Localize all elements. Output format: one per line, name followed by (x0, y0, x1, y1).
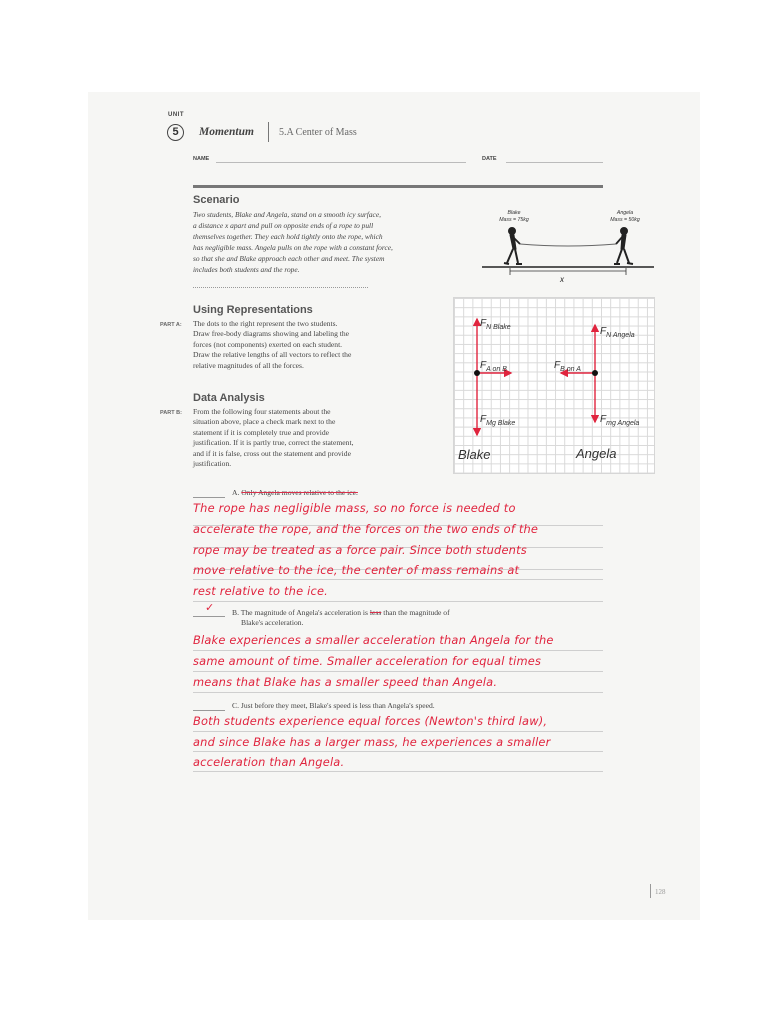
name-label: NAME (193, 156, 210, 162)
scenario-text: Two students, Blake and Angela, stand on a smooth icy surface, a distance x apart and pull on opposite ends of a rope to pull themselves together. They each hold tightly onto the rope, which has negligible mass. Angela pulls on the rope with a constant force, so that she and Blake approach each other and meet. The system includes both students and the rope. (193, 210, 393, 274)
answer-a-line-5: rest relative to the ice. (193, 584, 328, 598)
angela-dot (592, 370, 598, 376)
angela-silhouette (614, 228, 633, 265)
using-representations-heading: Using Representations (193, 304, 313, 316)
answer-a-line-1: The rope has negligible mass, so no force is needed to (193, 501, 516, 515)
fmg-angela-label: $F_{mg Angela}$ (600, 414, 640, 427)
answer-line (193, 751, 603, 752)
answer-c-line-2: and since Blake has a larger mass, he experiences a smaller (193, 735, 551, 749)
answer-line (193, 671, 603, 672)
part-a-text: The dots to the right represent the two students. Draw free-body diagrams showing and labeling the forces (not components) exerted on each student. Draw the relative lengths of all vectors to reflect the relative magnitudes of all the forces. (193, 319, 352, 370)
scenario-figure (478, 222, 658, 288)
statement-c: C. Just before they meet, Blake's speed is less than Angela's speed. (232, 701, 435, 710)
fbd-blake-name: Blake (458, 447, 491, 462)
distance-label: x (560, 275, 564, 284)
fb-on-a-label: $F_{B on A}$ (554, 360, 581, 373)
statement-b-check-blank[interactable] (193, 616, 225, 617)
fbd-angela-name: Angela (576, 446, 617, 461)
date-label: DATE (482, 156, 497, 162)
data-analysis-heading: Data Analysis (193, 392, 265, 404)
statement-a-check-blank[interactable] (193, 497, 225, 498)
answer-line (193, 731, 603, 732)
unit-number-badge: 5 (167, 124, 184, 141)
fmg-blake-label: $F_{Mg Blake}$ (480, 414, 516, 427)
fn-angela-label: $F_{N Angela}$ (600, 326, 635, 339)
scenario-heading: Scenario (193, 194, 240, 206)
fa-on-b-label: $F_{A on B}$ (480, 360, 507, 373)
answer-a-line-2: accelerate the rope, and the forces on the two ends of the (193, 522, 539, 536)
answer-line (193, 579, 603, 580)
rope (520, 244, 616, 246)
part-b-text: From the following four statements about the situation above, place a check mark next to the statement if it is completely true and provide justification. If it is partly true, correct the statement, and if it is false, cross out the statement and provide justification. (193, 407, 354, 469)
blake-silhouette (504, 228, 522, 265)
scenario-dotted-rule (193, 287, 368, 288)
fn-blake-label: $F_{N Blake}$ (480, 318, 511, 331)
name-field[interactable] (216, 162, 466, 163)
header-divider (268, 122, 269, 142)
unit-label: UNIT (168, 112, 184, 118)
checkmark-icon: ✓ (205, 601, 215, 614)
statement-c-check-blank[interactable] (193, 710, 225, 711)
blake-figure-label: Blake Mass = 75kg (499, 210, 529, 223)
page-number: 128 (655, 888, 666, 896)
answer-line (193, 650, 603, 651)
answer-a-line-4: move relative to the ice, the center of mass remains at (193, 563, 520, 577)
page-number-divider (650, 884, 651, 898)
answer-line (193, 601, 603, 602)
answer-a-line-3: rope may be treated as a force pair. Since both students (193, 543, 527, 557)
angela-figure-label: Angela Mass = 50kg (610, 210, 640, 223)
part-a-label: PART A: (160, 322, 182, 328)
answer-line (193, 692, 603, 693)
answer-line (193, 771, 603, 772)
statement-a: A. Only Angela moves relative to the ice. (232, 488, 358, 497)
unit-title: Momentum (199, 126, 254, 138)
statement-b: B. The magnitude of Angela's acceleration is less than the magnitude of Blake's acceleration. (232, 608, 450, 627)
part-b-label: PART B: (160, 410, 182, 416)
section-title: 5.A Center of Mass (279, 127, 357, 138)
date-field[interactable] (506, 162, 603, 163)
answer-c-line-3: acceleration than Angela. (193, 755, 345, 769)
answer-c-line-1: Both students experience equal forces (Newton's third law), (193, 714, 548, 728)
answer-b-line-2: same amount of time. Smaller acceleration for equal times (193, 654, 542, 668)
section-rule (193, 185, 603, 188)
answer-b-line-1: Blake experiences a smaller acceleration than Angela for the (193, 633, 554, 647)
answer-b-line-3: means that Blake has a smaller speed than Angela. (193, 675, 498, 689)
